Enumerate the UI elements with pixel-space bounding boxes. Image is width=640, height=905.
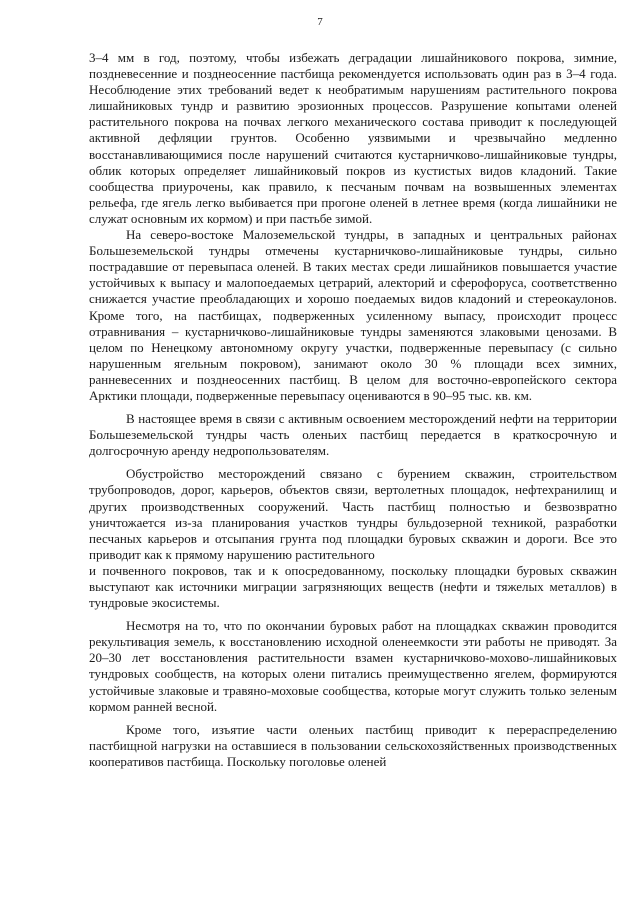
paragraph-1: 3–4 мм в год, поэтому, чтобы избежать деградации лишайникового покрова, зимние, поздневесенние и позднеосенние пастбища рекомендуется использовать один раз в 3–4 года. Несоблюдение этих требований ведет к необратимым нарушениям растительного покрова лишайниковых тундр и развитию эрозионных процессов. Разрушение копытами оленей растительного покрова на почвах легкого механического состава приводит к последующей активной дефляции грунтов. Особенно уязвимыми и чрезвычайно медленно восстанавливающимися после нарушений считаются кустарничково-лишайниковые тундры, облик которых определяет лишайниковый покров из кустистых видов кладоний. Такие сообщества приурочены, как правило, к песчаным почвам на возвышенных элементах рельефа, где ягель легко выбивается при прогоне оленей в летнее время (когда лишайники не служат основным их кормом) и при пастьбе зимой. xyxy=(89,50,617,226)
paragraph-2: На северо-востоке Малоземельской тундры, в западных и центральных районах Большеземельской тундры отмечены кустарничково-лишайниковые тундры, сильно пострадавшие от перевыпаса оленей. В таких местах среди лишайников повышается участие устойчивых к выпасу и малопоедаемых цетрарий, алекторий и сферофоруса, соответственно снижается участие преобладающих и хорошо поедаемых видов кладоний и стереокаулонов. Кроме того, на пастбищах, подверженных усиленному выпасу, происходит процесс отравнивания – кустарничково-лишайниковые тундры заменяются злаковыми ценозами. В целом по Ненецкому автономному округу участки, подверженные перевыпасу (с сильно нарушенным ягельным покровом), занимают около 30 % площади всех зимних, ранневесенних и позднеосенних пастбищ. В целом для восточно-европейского сектора Арктики площади, подверженные перевыпасу оцениваются в 90–95 тыс. кв. км. xyxy=(89,227,617,403)
document-body xyxy=(89,50,617,770)
paragraph-5: и почвенного покровов, так и к опосредованному, поскольку площадки буровых скважин выступают как источники миграции загрязняющих веществ (нефти и тяжелых металлов) в тундровые экосистемы. xyxy=(89,562,617,611)
paragraph-6: Несмотря на то, что по окончании буровых работ на площадках скважин проводится рекультивация земель, к восстановлению исходной оленеемкости эти работы не приводят. За 20–30 лет восстановления растительности взамен кустарничково-мохово-лишайниковых тундровых сообществ, на которых олени питались преимущественно ягелем, формируются устойчивые злаковые и травяно-моховые сообщества, которые могут служить только зеленым кормом ранней весной. xyxy=(89,618,617,714)
paragraph-7: Кроме того, изъятие части оленьих пастбищ приводит к перераспределению пастбищной нагрузки на оставшиеся в пользовании сельскохозяйственных производственных кооперативов пастбища. Поскольку поголовье оленей xyxy=(89,721,617,769)
page-number: 7 xyxy=(317,16,323,28)
paragraph-4: Обустройство месторождений связано с бурением скважин, строительством трубопроводов, дорог, карьеров, объектов связи, вертолетных площадок, нефтехранилищ и других производственных сооружений. Часть пастбищ полностью и безвозвратно уничтожается из-за планирования участков тундры бульдозерной техникой, разработки песчаных карьеров и отсыпания грунта под площадки буровых скважин и дороги. Все это приводит как к прямому нарушению растительного xyxy=(89,466,617,562)
paragraph-3: В настоящее время в связи с активным освоением месторождений нефти на территории Большеземельской тундры часть оленьих пастбищ передается в краткосрочную и долгосрочную аренду недропользователям. xyxy=(89,411,617,459)
